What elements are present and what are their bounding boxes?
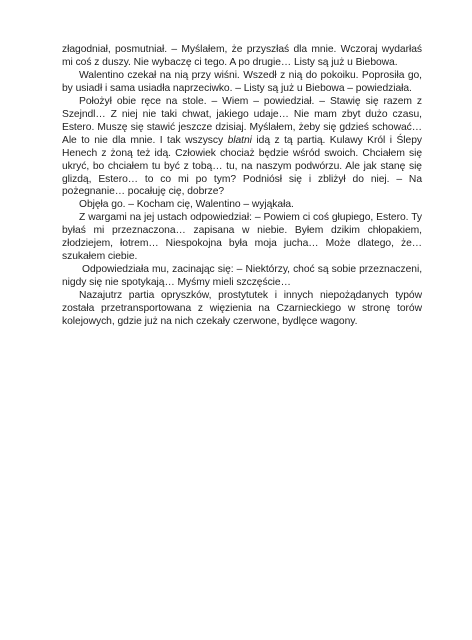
body-text <box>62 44 422 329</box>
paragraph-text: idą z tą partią. Kulawy Król i Ślepy Henech z żoną też idą. Człowiek chociaż będzie wśród swoich. Chciałem się ukryć, bo chciałem tu być z tobą… tu, na naszym podwórzu. Ale jak stanę się glizdą, Estero… to co mi po tym? Podniósł się i zbliżył do niej. – Na pożegnanie… pocałuję cię, dobrze? <box>62 134 422 198</box>
paragraph-text: Objęła go. – Kocham cię, Walentino – wyjąkała. <box>79 199 294 211</box>
paragraph-text: Nazajutrz partia opryszków, prostytutek i innych niepożądanych typów została przetransportowana z więzienia na Czarnieckiego w stronę torów kolejowych, gdzie już na nich czekały czerwone, bydlęce wagony. <box>62 290 422 328</box>
paragraph <box>62 290 422 329</box>
paragraph <box>62 212 422 264</box>
paragraph <box>62 70 422 96</box>
paragraph <box>62 199 422 212</box>
paragraph-text: Walentino czekał na nią przy wiśni. Wszedł z nią do pokoiku. Poprosiła go, by usiadł i sama usiadła naprzeciwko. – Listy są już u Biebowa – powiedziała. <box>62 69 422 94</box>
paragraph-text: złagodniał, posmutniał. – Myślałem, że przyszłaś dla mnie. Wczoraj wydarłaś mi coś z duszy. Nie wybaczę ci tego. A po drugie… Listy są już u Biebowa. <box>62 44 422 68</box>
paragraph <box>62 44 422 70</box>
italic-word: blatni <box>227 134 252 146</box>
paragraph-text: Z wargami na jej ustach odpowiedział: – Powiem ci coś głupiego, Estero. Ty byłaś mi przeznaczona… zapisana w niebie. Byłem dzikim chłopakiem, złodziejem, łotrem… Niespokojna była moja jucha… Może dlatego, że… szukałem ciebie. <box>62 212 422 263</box>
paragraph-text: Odpowiedziała mu, zacinając się: – Niektórzy, choć są sobie przeznaczeni, nigdy się nie spotykają… Myśmy mieli szczęście… <box>62 264 422 289</box>
paragraph <box>62 96 422 200</box>
paragraph <box>62 264 422 290</box>
paragraph-text: Położył obie ręce na stole. – Wiem – powiedział. – Stawię się razem z Szejndl… Z niej nie taki chwat, jakiego udaje… Nie mam zbyt dużo czasu, Estero. Muszę się stawić jeszcze dzisiaj. Myślałem, żeby się gdzieś schować… Ale to nie dla mnie. I tak wszyscy <box>62 95 422 146</box>
